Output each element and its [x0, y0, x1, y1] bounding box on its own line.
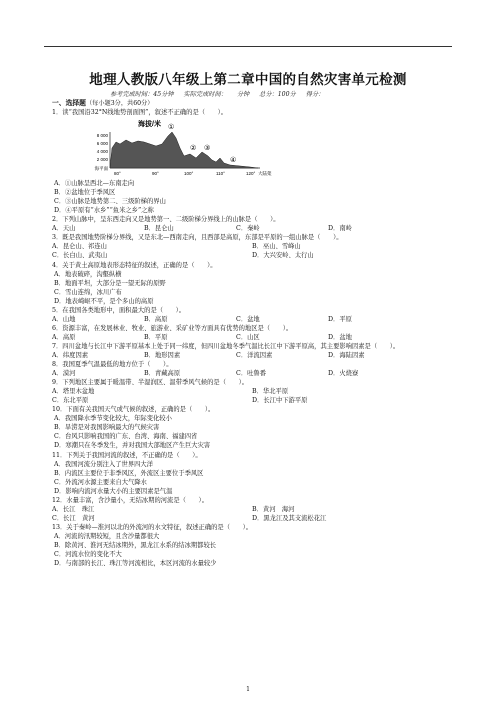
- meta-reference-time: 参考完成时间：45分钟: [110, 91, 174, 98]
- question-10: 10．下面有关我国天气或气候的叙述，正确的是（ ）。: [52, 406, 215, 414]
- q7-option-b: B．地形因素: [144, 351, 181, 359]
- question-list: [52, 99, 462, 568]
- q13-option-c: C．河流水位的变化不大: [54, 551, 122, 559]
- q2-option-c: C．秦岭: [236, 225, 260, 233]
- q11-option-d: D．影响内流河水量大小的主要因素是气温: [54, 487, 173, 495]
- q10-option-b: B．旱涝是对我国影响最大的气候灾害: [54, 424, 160, 432]
- q1-option-d: D．④平原有“水乡”“鱼米之乡”之称: [54, 207, 154, 215]
- question-7: 7．四川盆地与长江中下游平原基本上处于同一纬度，但四川盆地冬季气温比长江中下游平原高，其主要影响因素是（ ）。: [52, 342, 400, 350]
- marker-3: ③: [204, 144, 211, 153]
- exam-meta: [110, 89, 332, 98]
- q3-option-c: C．长白山、武夷山: [52, 252, 108, 260]
- q8-option-d: D．火烧寮: [328, 370, 359, 378]
- q3-option-d: D．大兴安岭、太行山: [252, 252, 314, 260]
- q9-option-b: B．华北平原: [252, 388, 289, 396]
- q9-options-cd: [52, 396, 462, 405]
- ytick-8000: 8 000: [96, 133, 108, 139]
- q7-option-a: A．纬度因素: [52, 351, 89, 359]
- q7-option-d: D．海陆因素: [328, 351, 365, 359]
- q2-option-a: A．天山: [52, 225, 76, 233]
- header-rule: [44, 46, 452, 47]
- q12-option-b: B．黄河 海河: [252, 505, 295, 513]
- profile-svg: [80, 118, 280, 178]
- elevation-profile-diagram: [80, 118, 280, 178]
- q6-options: [52, 333, 462, 342]
- q12-options-ab: [52, 505, 462, 514]
- question-2: 2．下列山脉中，呈东西走向又是地势第一、二级阶梯分界线上的山脉是（ ）。: [52, 216, 280, 224]
- question-1: 1．读“我国沿32°N线地势剖面图”，叙述不正确的是（ ）。: [52, 109, 228, 117]
- q4-option-c: C．雪山连绵，冰川广布: [54, 288, 122, 296]
- q6-option-c: C．山区: [236, 333, 260, 341]
- xtick-90: 90°: [152, 171, 159, 177]
- question-12: 12．水量丰富，含沙量小，无结冰期的河流是（ ）。: [52, 496, 208, 504]
- q6-option-b: B．平原: [144, 333, 168, 341]
- q10-option-c: C．台风只影响我国的广东、台湾、海南、福建四省: [54, 433, 198, 441]
- question-4: 4．关于黄土高原地表形态特征的叙述，正确的是（ ）。: [52, 261, 217, 269]
- q11-option-c: C．外流河水源主要来自大气降水: [54, 478, 147, 486]
- q12-option-a: A．长江 珠江: [52, 505, 95, 513]
- q4-option-b: B．地面平坦，大部分是一望无际的原野: [54, 279, 166, 287]
- marker-2: ②: [190, 144, 197, 153]
- q8-options: [52, 369, 462, 378]
- q8-option-c: C．吐鲁番: [236, 370, 267, 378]
- q9-option-a: A．塔里木盆地: [52, 388, 95, 396]
- page-title: 地理人教版八年级上第二章中国的自然灾害单元检测: [89, 72, 407, 88]
- q9-options-ab: [52, 387, 462, 396]
- xtick-shelf: 大陆架: [258, 171, 272, 177]
- meta-total: 总分：100分: [259, 91, 296, 98]
- q11-option-b: B．内流区主要位于非季风区，外流区主要位于季风区: [54, 469, 204, 477]
- q3-options-cd: [52, 251, 462, 260]
- q1-option-a: A．①山脉呈西北—东南走向: [54, 180, 135, 188]
- q4-option-d: D．地表崎岖不平，是个多山的高原: [54, 297, 154, 305]
- q5-option-b: B．高原: [144, 315, 168, 323]
- q10-option-a: A．我国降水季节变化较大，年际变化较小: [54, 415, 172, 423]
- q9-option-d: D．长江中下游平原: [252, 397, 308, 405]
- q1-option-c: C．③山脉是地势第二、三级阶梯的界山: [54, 198, 166, 206]
- q7-options: [52, 351, 462, 360]
- q10-option-d: D．寒潮只在冬季发生，并对我国大部地区产生巨大灾害: [54, 442, 211, 450]
- question-11: 11．下列关于我国河流的叙述，不正确的是（ ）。: [52, 451, 202, 459]
- q8-option-b: B．青藏高原: [144, 370, 181, 378]
- question-6: 6．资源丰富，在发展林业、牧业、旅游业、采矿业等方面具有优势的地区是（ ）。: [52, 324, 293, 332]
- q13-option-b: B．除黄河、淮河无结冰期外，黑龙江水系的结冰期都较长: [54, 541, 217, 549]
- page-number: 1: [246, 686, 250, 693]
- question-8: 8．我国夏季气温最低的地方位于（ ）。: [52, 361, 173, 369]
- marker-4: ④: [230, 156, 237, 165]
- q3-option-a: A．昆仑山、祁连山: [52, 243, 107, 251]
- marker-1: ①: [168, 123, 175, 132]
- xtick-120: 120°: [246, 171, 256, 177]
- q2-option-d: D．南岭: [328, 225, 352, 233]
- q13-option-a: A．河流的汛期较短，且含沙量都很大: [54, 532, 160, 540]
- q13-option-d: D．与南部的长江、珠江等河流相比，本区河流的水量较少: [54, 560, 217, 568]
- ytick-2000: 2 000: [96, 157, 108, 163]
- xtick-80: 80°: [114, 171, 121, 177]
- q8-option-a: A．漠河: [52, 370, 76, 378]
- ytick-4000: 4 000: [96, 149, 108, 155]
- q5-option-a: A．山地: [52, 315, 76, 323]
- q5-option-c: C．盆地: [236, 315, 260, 323]
- q12-option-d: D．黑龙江及其支流松花江: [252, 514, 327, 522]
- q5-option-d: D．平原: [328, 315, 352, 323]
- ytick-sea-level: 海平面: [94, 166, 108, 172]
- q1-option-b: B．②盆地位于季风区: [54, 189, 116, 197]
- q12-options-cd: [52, 514, 462, 523]
- question-5: 5．在我国各类地形中，面积最大的是（ ）。: [52, 306, 186, 314]
- meta-actual-time: 实际完成时间：: [183, 91, 227, 98]
- meta-minute: 分钟: [236, 91, 250, 98]
- q4-option-a: A．地表破碎，沟壑纵横: [54, 270, 122, 278]
- profile-ylabel: 海拔/米: [138, 121, 161, 129]
- q11-option-a: A．我国河流分别注入了世界四大洋: [54, 460, 154, 468]
- ytick-6000: 6 000: [96, 141, 108, 147]
- section-heading: 一、选择题（每小题3分，共60分）: [52, 99, 154, 107]
- q3-options-ab: [52, 242, 462, 251]
- q6-option-a: A．高原: [52, 333, 76, 341]
- meta-score: 得分：: [305, 91, 325, 98]
- q3-option-b: B．巫山、雪峰山: [252, 243, 301, 251]
- q6-option-d: D．盆地: [328, 333, 352, 341]
- xtick-100: 100°: [184, 171, 194, 177]
- question-9: 9．下列地区主要属于暖温带、半湿润区、温带季风气候的是（ ）。: [52, 379, 249, 387]
- question-13: 13．关于秦岭—淮河以北的外流河的水文特征，叙述正确的是（ ）。: [52, 523, 253, 531]
- q7-option-c: C．洋流因素: [236, 351, 273, 359]
- q12-option-c: C．长江 黄河: [52, 514, 95, 522]
- xtick-110: 110°: [216, 171, 225, 177]
- question-3: 3．既是我国地势阶梯分界线，又是东北—西南走向，且西部是高原，东部是平原的一组山脉是（ ）。: [52, 234, 343, 242]
- q9-option-c: C．东北平原: [52, 397, 89, 405]
- q2-option-b: B．昆仑山: [144, 225, 174, 233]
- q2-options: [52, 224, 462, 233]
- q5-options: [52, 315, 462, 324]
